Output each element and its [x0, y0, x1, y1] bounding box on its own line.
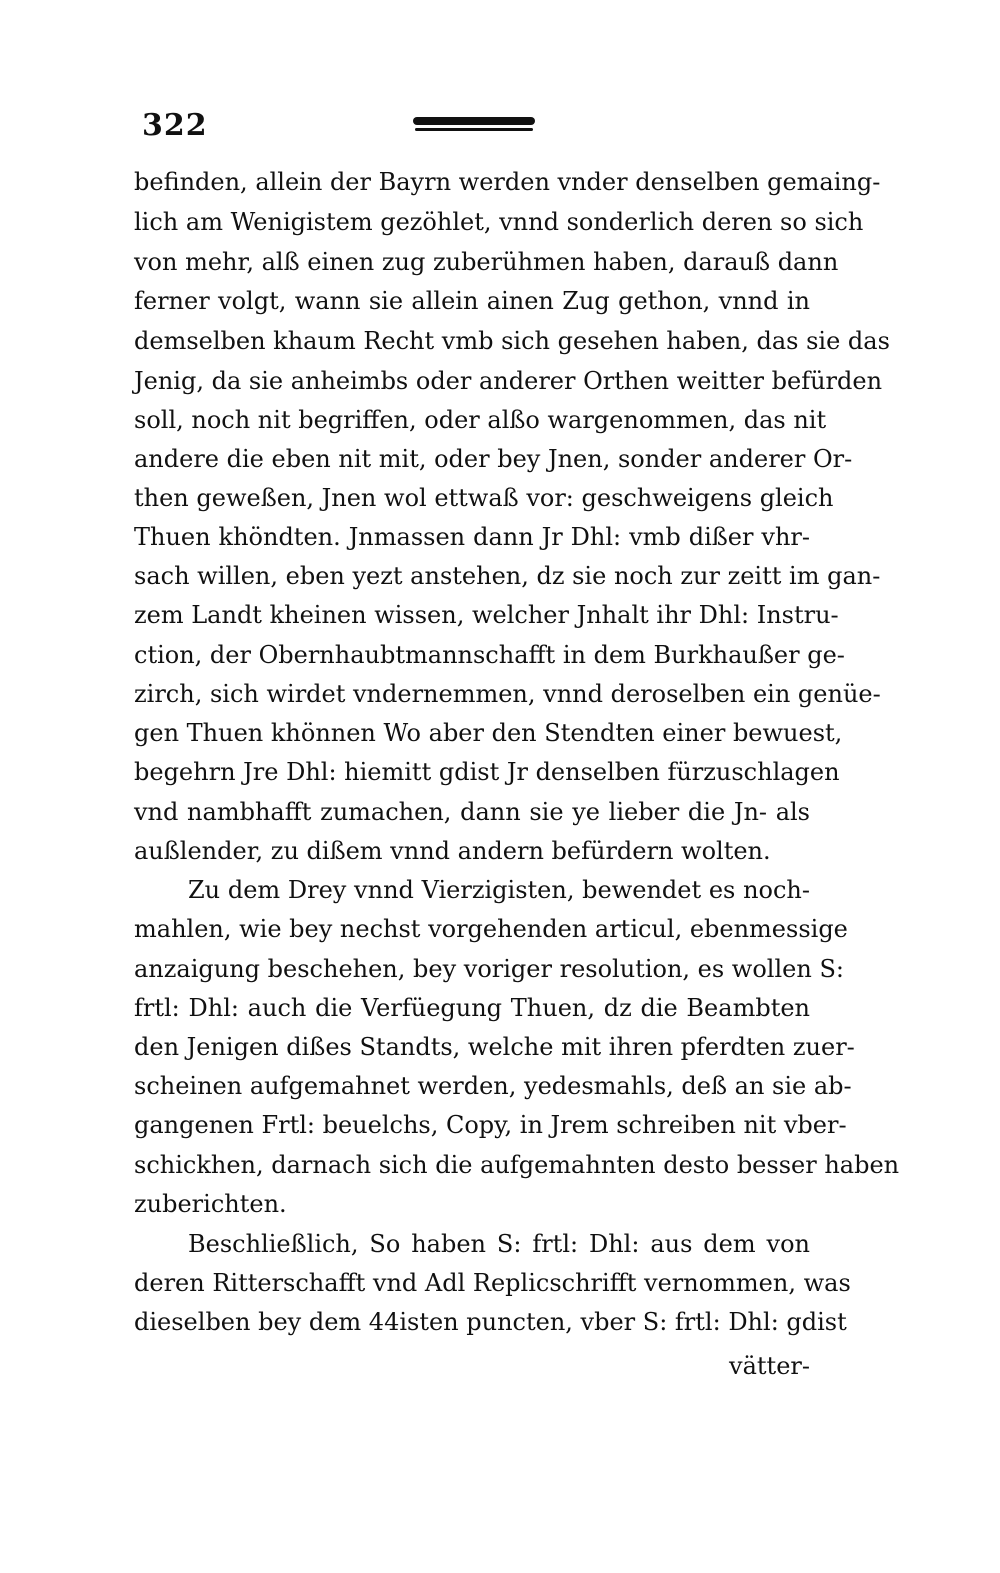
text-line: mahlen, wie bey nechst vorgehenden articul, ebenmessige [134, 915, 848, 943]
text-line: gen Thuen khönnen Wo aber den Stendten einer bewuest, [134, 719, 843, 747]
text-line: den Jenigen dißes Standts, welche mit ihren pferdten zuer- [134, 1033, 855, 1061]
text-line: begehrn Jre Dhl: hiemitt gdist Jr denselben fürzuschlagen [134, 758, 840, 786]
text-line: scheinen aufgemahnet werden, yedesmahls, deß an sie ab- [134, 1072, 852, 1100]
text-line: ction, der Obernhaubtmannschafft in dem Burkhaußer ge- [134, 641, 845, 669]
text-line: lich am Wenigistem gezöhlet, vnnd sonderlich deren so sich [134, 208, 864, 236]
text-line: außlender, zu dißem vnnd andern befürdern wolten. [134, 837, 771, 865]
page-number: 322 [142, 108, 208, 143]
header-ornament [413, 113, 535, 135]
text-line: then geweßen, Jnen wol ettwaß vor: geschweigens gleich [134, 484, 834, 512]
text-line: ferner volgt, wann sie allein ainen Zug gethon, vnnd in [134, 287, 810, 315]
text-line: Beschließlich, So haben S: frtl: Dhl: aus dem von [188, 1230, 810, 1258]
text-line: andere die eben nit mit, oder bey Jnen, sonder anderer Or- [134, 445, 853, 473]
catchword: vätter- [729, 1352, 810, 1380]
text-line: Zu dem Drey vnnd Vierzigisten, bewendet es noch- [188, 876, 810, 904]
text-line: zem Landt kheinen wissen, welcher Jnhalt ihr Dhl: Instru- [134, 601, 839, 629]
text-line: Jenig, da sie anheimbs oder anderer Orthen weitter befürden [134, 367, 883, 395]
text-line: soll, noch nit begriffen, oder alßo wargenommen, das nit [134, 406, 827, 434]
text-line: deren Ritterschafft vnd Adl Replicschrifft vernommen, was [134, 1269, 851, 1297]
text-line: schickhen, darnach sich die aufgemahnten desto besser haben [134, 1151, 900, 1179]
text-line: demselben khaum Recht vmb sich gesehen haben, das sie das [134, 327, 890, 355]
text-line: befinden, allein der Bayrn werden vnder denselben gemaing- [134, 168, 881, 196]
text-line: vnd nambhafft zumachen, dann sie ye lieber die Jn- als [134, 798, 810, 826]
text-line: Thuen khöndten. Jnmassen dann Jr Dhl: vmb dißer vhr- [134, 523, 810, 551]
text-line: von mehr, alß einen zug zuberühmen haben, darauß dann [134, 248, 839, 276]
ornament-rule-thick [413, 117, 535, 125]
text-line: dieselben bey dem 44isten puncten, vber S: frtl: Dhl: gdist [134, 1308, 847, 1336]
text-line: zuberichten. [134, 1190, 287, 1218]
text-line: anzaigung beschehen, bey voriger resolution, es wollen S: [134, 955, 844, 983]
text-line: zirch, sich wirdet vndernemmen, vnnd deroselben ein genüe- [134, 680, 881, 708]
text-line: gangenen Frtl: beuelchs, Copy, in Jrem schreiben nit vber- [134, 1111, 847, 1139]
ornament-rule-thin [415, 128, 533, 131]
text-line: frtl: Dhl: auch die Verfüegung Thuen, dz die Beambten [134, 994, 810, 1022]
text-line: sach willen, eben yezt anstehen, dz sie noch zur zeitt im gan- [134, 562, 881, 590]
